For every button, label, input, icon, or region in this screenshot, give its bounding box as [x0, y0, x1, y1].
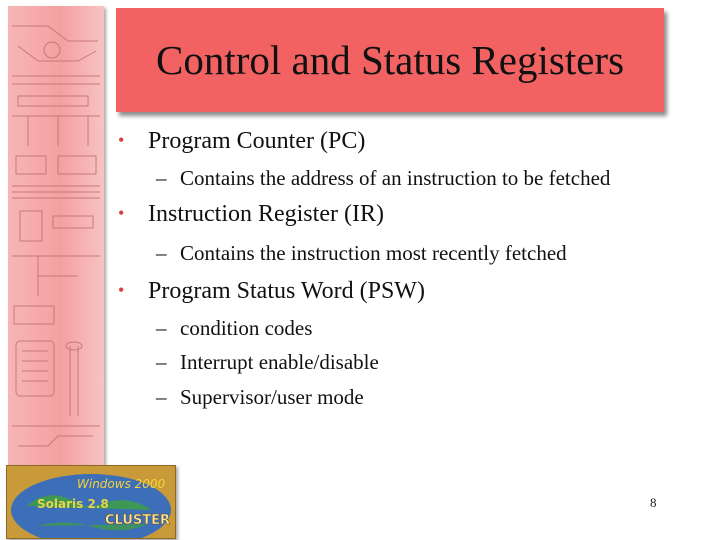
decorative-sidebar	[8, 6, 104, 466]
bullet-text: Program Status Word (PSW)	[148, 278, 425, 304]
bullet-item	[118, 201, 384, 228]
page-number: 8	[650, 495, 657, 510]
sub-bullet-text: Contains the address of an instruction to be fetched	[180, 166, 611, 190]
sub-bullet-text: condition codes	[180, 316, 313, 340]
sub-bullet-item	[156, 350, 379, 375]
bullet-text: Instruction Register (IR)	[148, 201, 384, 227]
bullet-dot: •	[118, 203, 125, 223]
bullet-dot: •	[118, 130, 125, 150]
dash-marker: –	[156, 385, 167, 409]
slide-title: Control and Status Registers	[155, 37, 625, 83]
svg-text:Windows 2000: Windows 2000	[77, 477, 166, 491]
dash-marker: –	[156, 316, 167, 340]
bullet-dot: •	[118, 280, 125, 300]
sub-bullet-text: Contains the instruction most recently fetched	[180, 241, 567, 265]
bullet-item	[118, 128, 365, 155]
dash-marker: –	[156, 166, 167, 190]
dash-marker: –	[156, 241, 167, 265]
sub-bullet-item	[156, 166, 610, 191]
svg-text:Solaris 2.8: Solaris 2.8	[37, 497, 109, 511]
sub-bullet-text: Supervisor/user mode	[180, 385, 364, 409]
dash-marker: –	[156, 350, 167, 374]
cluster-logo	[6, 465, 176, 539]
globe-logo-graphic	[7, 466, 175, 538]
sub-bullet-item	[156, 385, 364, 410]
bullet-text: Program Counter (PC)	[148, 128, 366, 154]
sub-bullet-text: Interrupt enable/disable	[180, 350, 379, 374]
sub-bullet-item	[156, 241, 567, 266]
circuit-diagram-graphic	[8, 6, 104, 466]
svg-text:CLUSTER: CLUSTER	[105, 513, 171, 528]
title-banner	[116, 8, 664, 112]
sub-bullet-item	[156, 316, 312, 341]
bullet-item	[118, 278, 425, 305]
